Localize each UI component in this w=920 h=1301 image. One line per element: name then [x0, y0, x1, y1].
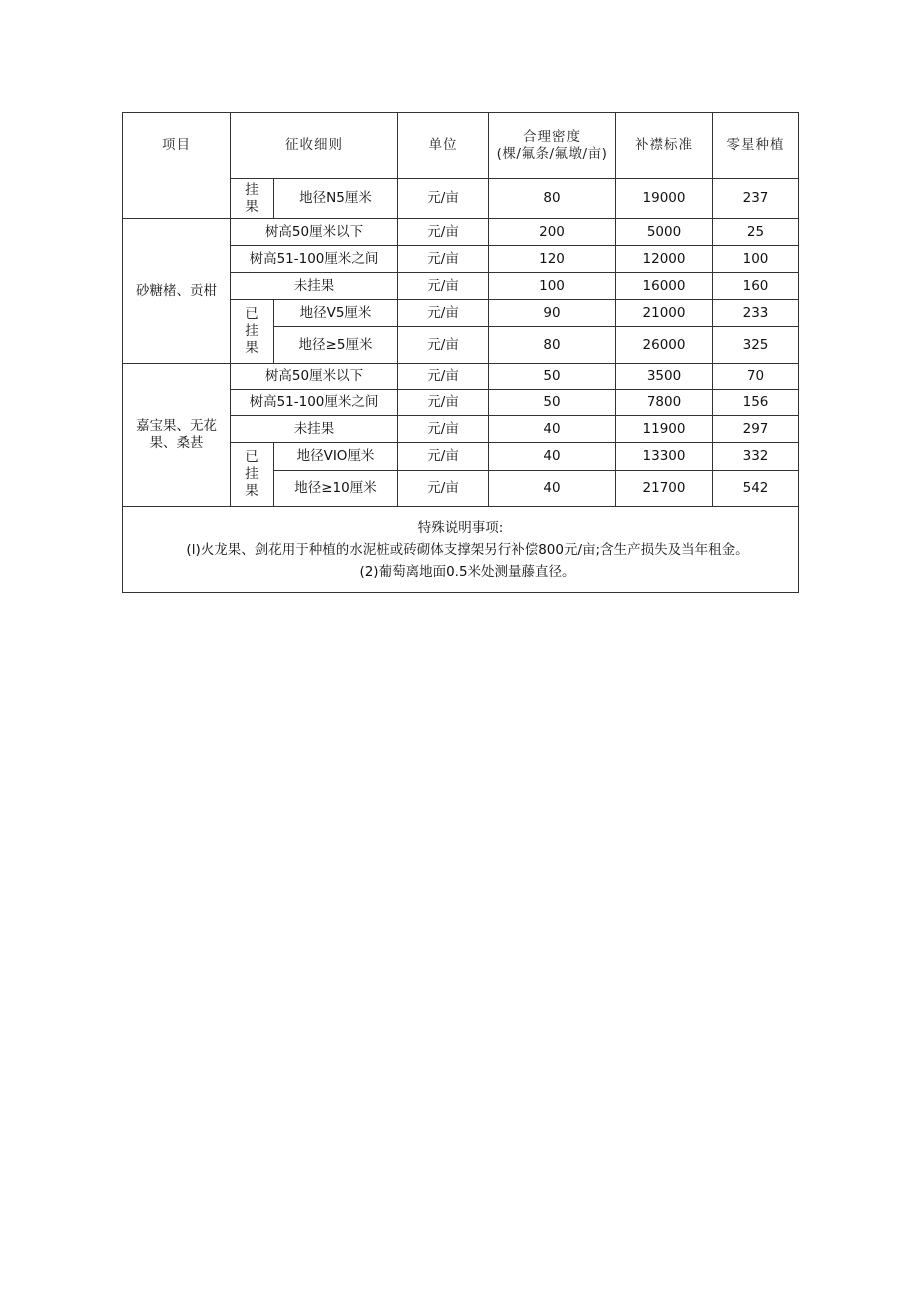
rule-cell: 树高51-100厘米之间 [231, 246, 398, 273]
unit-cell: 元/亩 [398, 416, 489, 443]
density-cell: 40 [489, 471, 616, 507]
unit-cell: 元/亩 [398, 390, 489, 416]
scattered-cell: 233 [713, 300, 799, 327]
scattered-cell: 160 [713, 273, 799, 300]
unit-cell: 元/亩 [398, 327, 489, 364]
standard-cell: 5000 [616, 219, 713, 246]
notes-line-1: (l)火龙果、剑花用于种植的水泥桩或砖砌体支撑架另行补偿800元/亩;含生产损失及当年租金。 [186, 541, 749, 558]
density-cell: 50 [489, 364, 616, 390]
notes-title: 特殊说明事项: [417, 519, 504, 536]
hung-fruit-label [231, 300, 274, 364]
density-cell: 40 [489, 443, 616, 471]
hung-char: 已 [245, 306, 259, 322]
header-density-line2: (棵/氟条/氟墩/亩) [496, 145, 608, 162]
scattered-cell: 542 [713, 471, 799, 507]
scattered-cell: 156 [713, 390, 799, 416]
hung-fruit-label [231, 179, 274, 219]
header-rule [231, 113, 398, 179]
unit-cell: 元/亩 [398, 364, 489, 390]
rule-cell: 地径≥10厘米 [274, 471, 398, 507]
group1-name: 砂糖楮、贡柑 [136, 282, 217, 299]
table-row [123, 219, 799, 246]
header-project-label: 项目 [162, 137, 191, 153]
rule-cell: 未挂果 [231, 416, 398, 443]
unit-cell: 元/亩 [398, 179, 489, 219]
scattered-cell: 70 [713, 364, 799, 390]
group2-name-line1: 嘉宝果、无花 [136, 418, 217, 434]
standard-cell: 3500 [616, 364, 713, 390]
standard-cell: 12000 [616, 246, 713, 273]
scattered-cell: 100 [713, 246, 799, 273]
scattered-cell: 325 [713, 327, 799, 364]
rule-cell: 地径≥5厘米 [274, 327, 398, 364]
rule-cell: 树高50厘米以下 [231, 364, 398, 390]
group2-project [123, 364, 231, 507]
group2-name-line2: 果、桑甚 [149, 435, 204, 451]
unit-cell: 元/亩 [398, 246, 489, 273]
header-density [489, 113, 616, 179]
hung-char: 已 [245, 449, 259, 465]
standard-cell: 21000 [616, 300, 713, 327]
notes-row [123, 507, 799, 593]
hung-char: 挂 [245, 323, 259, 339]
notes-cell [123, 507, 799, 593]
hung-char: 果 [245, 483, 259, 499]
header-density-line1: 合理密度 [523, 128, 581, 145]
scattered-cell: 332 [713, 443, 799, 471]
header-row [123, 113, 799, 179]
density-cell: 100 [489, 273, 616, 300]
density-cell: 80 [489, 327, 616, 364]
hung-char: 挂 [245, 466, 259, 482]
scattered-cell: 297 [713, 416, 799, 443]
standard-cell: 13300 [616, 443, 713, 471]
header-unit-label: 单位 [428, 137, 458, 153]
header-scattered-label: 零星种植 [726, 137, 785, 153]
scattered-cell: 25 [713, 219, 799, 246]
density-cell: 120 [489, 246, 616, 273]
compensation-table [122, 112, 799, 593]
unit-cell: 元/亩 [398, 443, 489, 471]
rule-cell: 未挂果 [231, 273, 398, 300]
unit-cell: 元/亩 [398, 219, 489, 246]
density-cell: 40 [489, 416, 616, 443]
unit-cell: 元/亩 [398, 300, 489, 327]
header-rule-label: 征收细则 [285, 137, 343, 153]
scattered-cell: 237 [713, 179, 799, 219]
header-unit [398, 113, 489, 179]
standard-cell: 11900 [616, 416, 713, 443]
standard-cell: 21700 [616, 471, 713, 507]
unit-cell: 元/亩 [398, 273, 489, 300]
rule-cell: 地径N5厘米 [274, 179, 398, 219]
density-cell: 200 [489, 219, 616, 246]
header-project [123, 113, 231, 219]
group1-project [123, 219, 231, 364]
standard-cell: 7800 [616, 390, 713, 416]
header-scattered [713, 113, 799, 179]
density-cell: 90 [489, 300, 616, 327]
standard-cell: 26000 [616, 327, 713, 364]
table-row [123, 364, 799, 390]
rule-cell: 树高50厘米以下 [231, 219, 398, 246]
header-standard-label: 补襟标准 [635, 137, 693, 153]
standard-cell: 16000 [616, 273, 713, 300]
rule-cell: 地径V5厘米 [274, 300, 398, 327]
notes-line-2: (2)葡萄离地面0.5米处测量藤直径。 [359, 563, 576, 580]
density-cell: 80 [489, 179, 616, 219]
hung-char: 果 [245, 340, 259, 356]
rule-cell: 地径VIO厘米 [274, 443, 398, 471]
standard-cell: 19000 [616, 179, 713, 219]
header-standard [616, 113, 713, 179]
unit-cell: 元/亩 [398, 471, 489, 507]
hung-char: 果 [245, 198, 259, 215]
hung-fruit-label [231, 443, 274, 507]
density-cell: 50 [489, 390, 616, 416]
hung-char: 挂 [245, 181, 259, 198]
rule-cell: 树高51-100厘米之间 [231, 390, 398, 416]
